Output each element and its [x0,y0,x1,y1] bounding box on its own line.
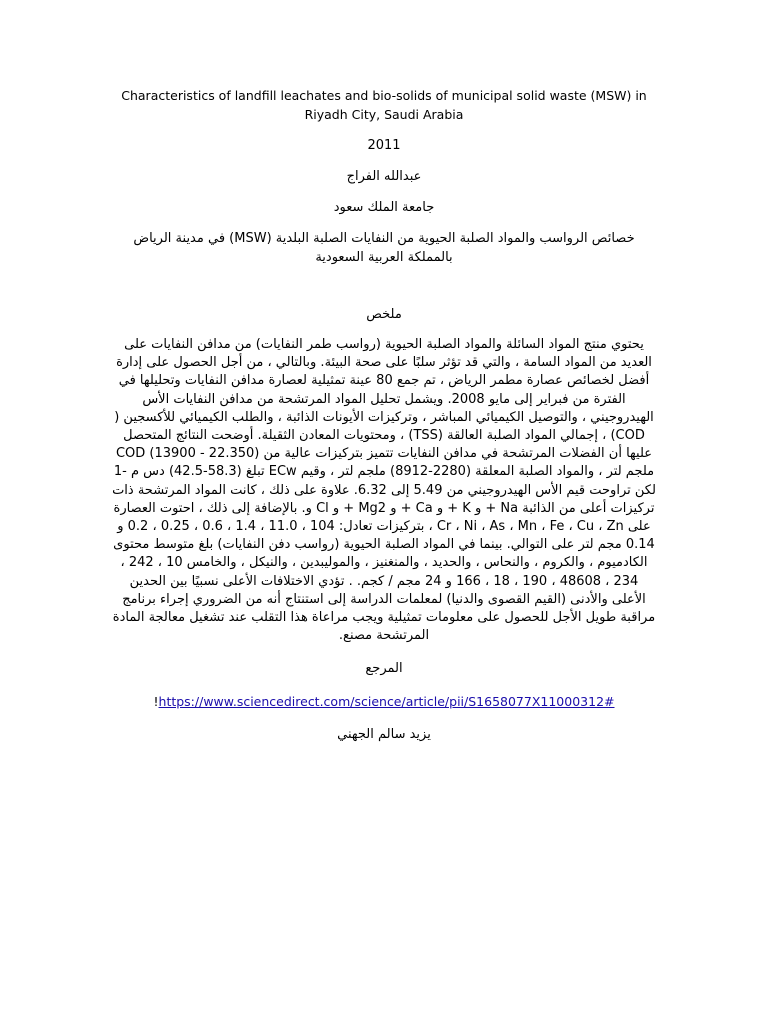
reference-line [110,692,658,711]
author-name: عبدالله الفراج [346,169,422,184]
arabic-title: خصائص الرواسب والمواد الصلبة الحيوية من النفايات الصلبة البلدية (MSW) في مدينة الرياض بالمملكة العربية السعودية [133,231,635,265]
reference-heading: المرجع [365,661,403,677]
abstract-body: يحتوي منتج المواد السائلة والمواد الصلبة الحيوية (رواسب طمر النفايات) من مدافن النفايات على العديد من المواد السامة ، والتي قد تؤثر سلبًا على صحة البيئة. وبالتالي ، من أجل الحصول على إدارة أفضل لخصائص عصارة مطمر الرياض ، تم جمع 80 عينة تمثيلية لعصارة مدافن النفايات وتحليلها في الفترة من فبراير إلى مايو 2008. ويشمل تحليل المواد المرتشحة من مدافن النفايات الأس الهيدروجيني ، والتوصيل الكيميائي المباشر ، وتركيزات الأيونات الذائبة ، والطلب الكيميائي للأكسجين ( COD) ، إجمالي المواد الصلبة العالقة (TSS) ، ومحتويات المعادن الثقيلة. أوضحت النتائج المتحصل عليها أن الفضلات المرتشحة في مدافن النفايات تتميز بتركيزات عالية من COD (13900 - 22.350) ملجم لتر ، والمواد الصلبة المعلقة (2280-8912) ملجم لتر ، وقيم ECw تبلغ (58.3-42.5) دس م -1 لكن تراوحت قيم الأس الهيدروجيني من 5.49 إلى 6.32. علاوة على ذلك ، كانت المواد المرتشحة ذات تركيزات أعلى من الذائبة Na + و K + و Ca + و Mg2 + و Cl و. بالإضافة إلى ذلك ، احتوت العصارة على Cr ، Ni ، As ، Mn ، Fe ، Cu ، Zn ، بتركيزات تعادل: 104 ، 11.0 ، 1.4 ، 0.6 ، 0.25 ، 0.2 و 0.14 مجم لتر على التوالي. بينما في المواد الصلبة الحيوية (رواسب دفن النفايات) بلغ متوسط محتوى الكادميوم ، والكروم ، والنحاس ، والحديد ، والمنغنيز ، والموليبدين ، والنيكل ، والخامس 10 ، 242 ، 234 ، 48608 ، 190 ، 18 ، 166 و 24 مجم / كجم. . تؤدي الاختلافات الأعلى نسبيًا بين الحدين الأعلى والأدنى (القيم القصوى والدنيا) لمعلمات الدراسة إلى استنتاج أنه من الضروري إجراء برنامج مراقبة طويل الأجل للحصول على معلومات تمثيلية ويجب مراعاة هذا التقلب عند تشغيل معالجة المادة المرتشحة مصنع. [112,337,656,644]
reference-prefix: ! [153,694,159,710]
publication-year: 2011 [367,138,401,153]
document-page [110,86,658,744]
english-title: Characteristics of landfill leachates and bio-solids of municipal solid waste (MSW) in Riyadh City, Saudi Arabia [121,88,647,122]
university-name: جامعة الملك سعود [333,200,435,215]
abstract-heading: ملخص [366,307,402,322]
reference-link[interactable]: https://www.sciencedirect.com/science/article/pii/S1658077X11000312# [158,694,615,710]
translator-name: يزيد سالم الجهني [337,727,431,743]
